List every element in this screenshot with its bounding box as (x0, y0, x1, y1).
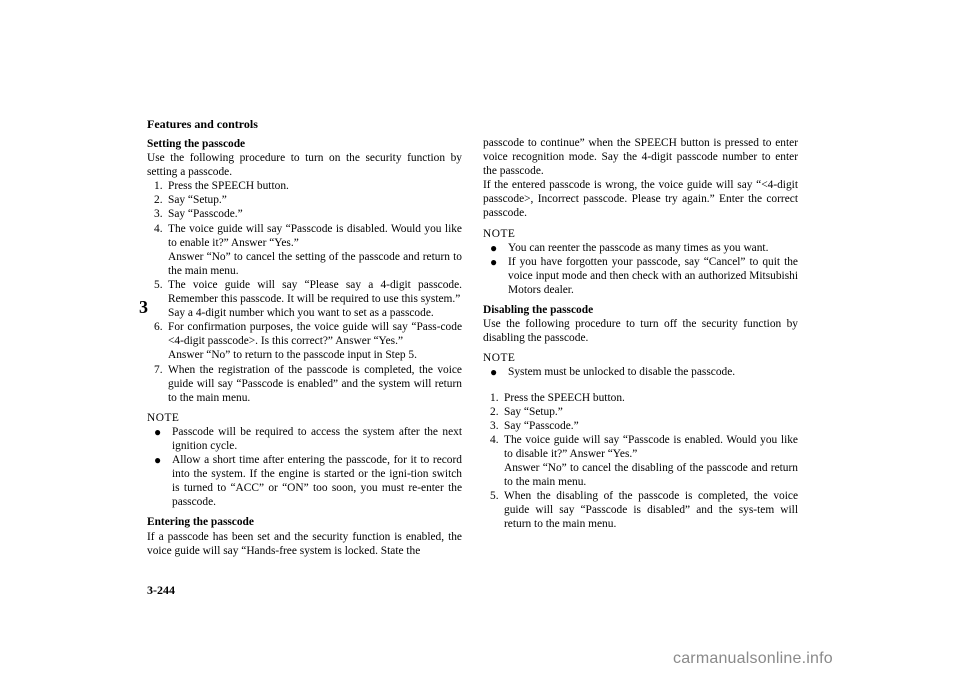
note-bullet-item (483, 365, 798, 379)
step-line: Answer “No” to cancel the setting of the passcode and return to the main menu. (168, 250, 462, 277)
note-bullet-item (483, 241, 798, 255)
step-item (147, 179, 462, 193)
step-number: 2. (154, 194, 163, 207)
step-item (147, 222, 462, 278)
step-line: Press the SPEECH button. (504, 391, 625, 404)
note-label: NOTE (147, 411, 180, 424)
note-bullet-item (147, 453, 462, 509)
note-text: Allow a short time after entering the passcode, for it to record into the system. If the engine is started or the igni-tion switch is turned to “ACC” or “ON” too soon, you must re-enter the passcode. (172, 454, 462, 509)
disabling-passcode-intro: Use the following procedure to turn off the security function by disabling the passcode. (483, 318, 798, 345)
step-number: 1. (490, 391, 499, 404)
bullet-dot-icon: ● (154, 453, 162, 468)
setting-steps-list (147, 179, 462, 405)
note-bullet-item (147, 425, 462, 453)
note-bullet-item (483, 255, 798, 297)
note-bullets (483, 365, 798, 379)
step-number: 1. (154, 180, 163, 193)
bullet-dot-icon: ● (490, 254, 498, 269)
entering-passcode-text: If a passcode has been set and the security function is enabled, the voice guide will say “Hands-free system is locked. State the (147, 530, 462, 557)
step-line: Say “Passcode.” (168, 208, 243, 221)
step-number: 3. (490, 419, 499, 432)
disabling-passcode-heading: Disabling the passcode (483, 304, 594, 317)
step-line: When the registration of the passcode is completed, the voice guide will say “Passcode is enabled” and the system will return to the main menu. (168, 363, 462, 404)
setting-passcode-intro: Use the following procedure to turn on the security function by setting a passcode. (147, 152, 462, 179)
step-text (168, 207, 462, 221)
step-text (504, 419, 798, 433)
step-text (168, 363, 462, 405)
step-item (483, 433, 798, 489)
step-item (147, 207, 462, 221)
step-number: 5. (154, 278, 163, 291)
bullet-dot-icon: ● (490, 365, 498, 380)
setting-passcode-heading: Setting the passcode (147, 138, 246, 150)
step-text (504, 391, 798, 405)
step-line: Answer “No” to cancel the disabling of the passcode and return to the main menu. (504, 461, 798, 489)
note-label: NOTE (483, 352, 516, 365)
step-item (147, 363, 462, 405)
step-line: For confirmation purposes, the voice guide will say “Pass-code <4-digit passcode>. Is this correct?” Answer “Yes.” (168, 321, 462, 348)
note-text: Passcode will be required to access the system after the next ignition cycle. (172, 425, 462, 452)
step-item (147, 278, 462, 320)
step-line: Say a 4-digit number which you want to set as a passcode. (168, 307, 434, 320)
note-text: System must be unlocked to disable the passcode. (508, 366, 736, 379)
right-column (483, 136, 798, 531)
step-number: 4. (490, 433, 499, 446)
step-text (504, 433, 798, 489)
note-label: NOTE (483, 227, 516, 240)
step-text (168, 278, 462, 320)
disabling-steps-list (483, 391, 798, 532)
step-line: Press the SPEECH button. (168, 180, 289, 193)
step-number: 3. (154, 208, 163, 221)
step-text (168, 179, 462, 193)
entering-passcode-continued: passcode to continue” when the SPEECH button is pressed to enter voice recognition mode. Say the 4-digit passcode number to enter the passcode. (483, 137, 798, 178)
step-line: The voice guide will say “Please say a 4-digit passcode. Remember this passcode. It will be required to use this system.” (168, 278, 462, 306)
step-line: When the disabling of the passcode is completed, the voice guide will say “Passcode is disabled” and the sys-tem will return to the main menu. (504, 490, 798, 531)
step-line: Say “Passcode.” (504, 419, 579, 432)
step-number: 6. (154, 321, 163, 334)
entering-passcode-heading: Entering the passcode (147, 516, 254, 529)
step-text (168, 193, 462, 207)
running-header: Features and controls (147, 117, 258, 131)
step-line: Say “Setup.” (168, 194, 227, 207)
step-item (483, 419, 798, 433)
note-text: If you have forgotten your passcode, say “Cancel” to quit the voice input mode and then check with an authorized Mitsubishi Motors dealer. (508, 255, 798, 296)
note-text: You can reenter the passcode as many times as you want. (508, 241, 769, 254)
step-item (483, 489, 798, 531)
chapter-tab: 3 (139, 297, 148, 317)
step-number: 7. (154, 363, 163, 376)
bullet-dot-icon: ● (154, 424, 162, 439)
step-line: The voice guide will say “Passcode is disabled. Would you like to enable it?” Answer “Yes.” (168, 222, 462, 249)
step-number: 5. (490, 490, 499, 503)
step-number: 4. (154, 222, 163, 235)
step-text (168, 320, 462, 362)
step-line: Answer “No” to return to the passcode input in Step 5. (168, 349, 417, 362)
step-text (504, 405, 798, 419)
step-text (168, 222, 462, 278)
page-number: 3-244 (147, 583, 175, 597)
entering-passcode-wrong: If the entered passcode is wrong, the voice guide will say “<4-digit passcode>, Incorrect passcode. Please try again.” Enter the correct passcode. (483, 179, 798, 220)
step-item (147, 193, 462, 207)
footer-watermark: carmanualsonline.info (673, 650, 833, 667)
step-line: Say “Setup.” (504, 405, 563, 418)
step-text (504, 489, 798, 531)
bullet-dot-icon: ● (490, 240, 498, 255)
step-line: The voice guide will say “Passcode is enabled. Would you like to disable it?” Answer “Yes.” (504, 433, 798, 460)
step-item (483, 391, 798, 405)
note-bullets (483, 241, 798, 297)
step-item (483, 405, 798, 419)
step-item (147, 320, 462, 362)
step-number: 2. (490, 405, 499, 418)
left-column (147, 136, 462, 558)
note-bullets (147, 425, 462, 510)
